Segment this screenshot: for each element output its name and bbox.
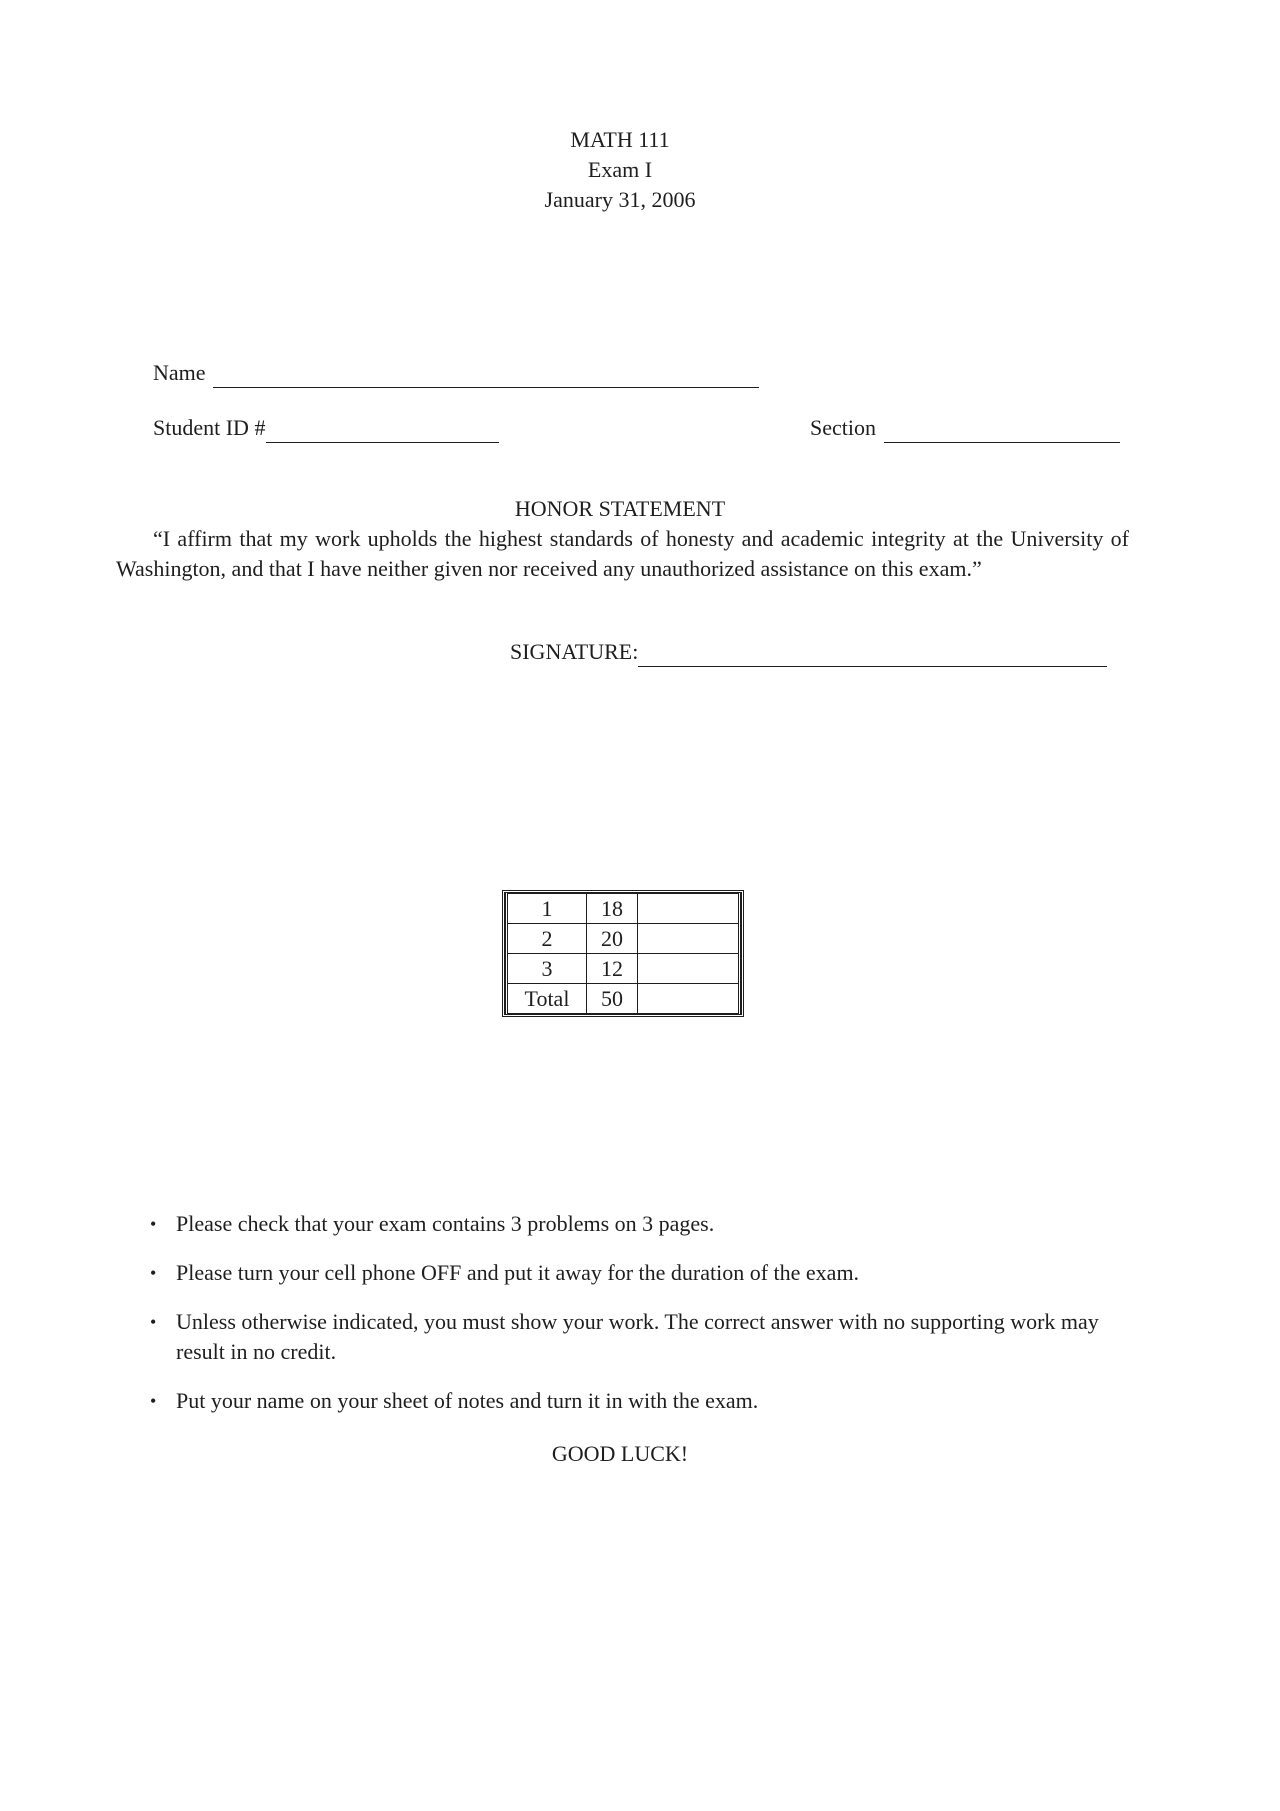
signature-field-row — [510, 637, 1107, 667]
score-cell — [638, 894, 740, 924]
section-blank-line[interactable] — [884, 420, 1120, 443]
instruction-text: Unless otherwise indicated, you must show your work. The correct answer with no supporting work may result in no credit. — [176, 1309, 1099, 1364]
bullet-icon: • — [150, 1391, 157, 1411]
section-label: Section — [810, 415, 876, 440]
instruction-text: Please check that your exam contains 3 problems on 3 pages. — [176, 1211, 715, 1236]
signature-blank-line[interactable] — [638, 644, 1107, 667]
bullet-icon: • — [150, 1263, 157, 1283]
instruction-text: Put your name on your sheet of notes and turn it in with the exam. — [176, 1388, 759, 1413]
list-item — [150, 1258, 1130, 1288]
points-cell: 12 — [587, 954, 638, 984]
problem-number-cell: 2 — [507, 924, 587, 954]
score-cell — [638, 954, 740, 984]
signature-label: SIGNATURE: — [510, 639, 639, 664]
student-id-label: Student ID # — [153, 415, 266, 440]
instructions-list — [150, 1209, 1130, 1435]
name-label: Name — [153, 360, 206, 385]
good-luck-message: GOOD LUCK! — [551, 1441, 689, 1466]
student-id-blank-line[interactable] — [266, 420, 499, 443]
name-field-row — [153, 358, 759, 388]
problem-number-cell: 1 — [507, 894, 587, 924]
points-cell: 20 — [587, 924, 638, 954]
total-label-cell: Total — [507, 984, 587, 1014]
name-blank-line[interactable] — [213, 365, 759, 388]
total-points-cell: 50 — [587, 984, 638, 1014]
total-score-cell — [638, 984, 740, 1014]
problem-number-cell: 3 — [507, 954, 587, 984]
section-field-row — [810, 413, 1120, 443]
score-table — [502, 890, 744, 1017]
exam-date: January 31, 2006 — [544, 187, 696, 212]
instruction-text: Please turn your cell phone OFF and put it away for the duration of the exam. — [176, 1260, 860, 1285]
course-title: MATH 111 — [570, 127, 670, 152]
bullet-icon: • — [150, 1312, 157, 1332]
list-item — [150, 1209, 1130, 1239]
honor-statement-text: “I affirm that my work upholds the highest standards of honesty and academic integrity at the University of Washington, and that I have neither given nor received any unauthorized assistance on this exam.” — [116, 526, 1129, 581]
list-item — [150, 1386, 1130, 1416]
list-item — [150, 1307, 1130, 1367]
table-row — [507, 954, 740, 984]
bullet-icon: • — [150, 1214, 157, 1234]
table-row — [507, 924, 740, 954]
table-row — [507, 984, 740, 1014]
exam-name: Exam I — [587, 157, 653, 182]
exam-title-block — [0, 125, 1240, 215]
score-cell — [638, 924, 740, 954]
student-id-field-row — [153, 413, 499, 443]
points-cell: 18 — [587, 894, 638, 924]
table-row — [507, 894, 740, 924]
honor-statement-heading: HONOR STATEMENT — [514, 496, 726, 521]
